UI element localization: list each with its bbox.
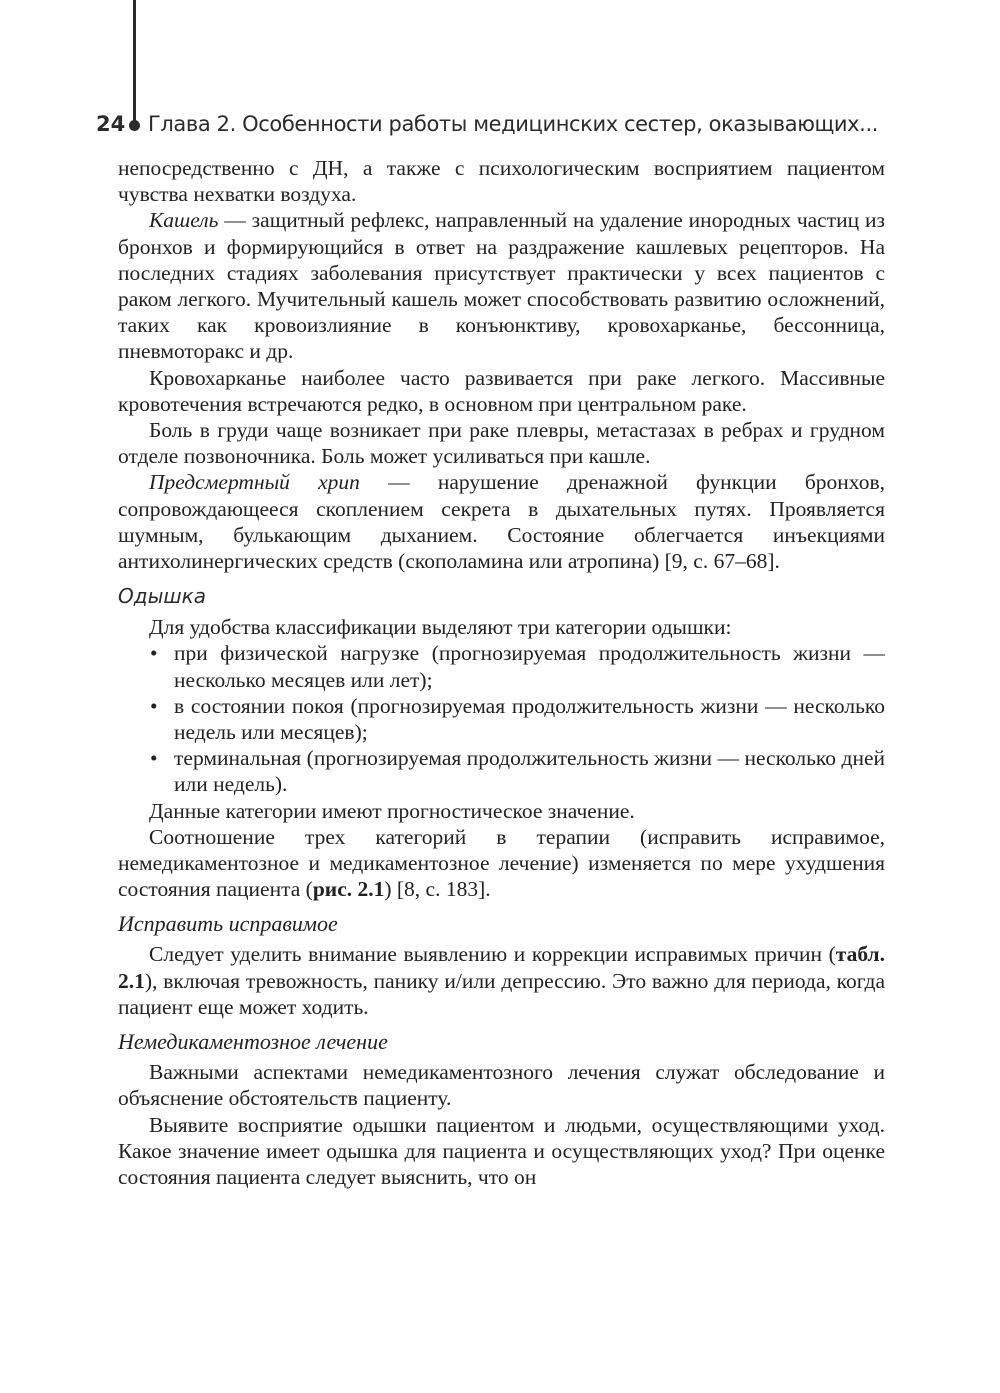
term-death-rattle: Предсмертный хрип	[149, 470, 360, 495]
paragraph-nondrug-aspects	[118, 1059, 885, 1111]
paragraph-text: Кровохарканье наиболее часто развивается при раке легкого. Массивные кровотечения встречаются редко, в основном при центральном раке.	[118, 365, 885, 416]
paragraph-chest-pain	[118, 417, 885, 469]
paragraph-text: Выявите восприятие одышки пациентом и людьми, осуществляющими уход. Какое значение имеет одышка для пациента и осуществляющих уход? При оценке состояния пациента следует выяснить, что он	[118, 1112, 885, 1189]
paragraph-text: Важными аспектами немедикаментозного лечения служат обследование и объяснение обстоятельств пациенту.	[118, 1060, 885, 1111]
table-reference-link[interactable]: табл. 2.1	[118, 942, 885, 993]
list-item	[150, 745, 885, 797]
paragraph-text: — защитный рефлекс, направленный на удаление инородных частиц из бронхов и формирующийся в ответ на раздражение кашлевых рецепторов. На последних стадиях заболевания присутствует практически у всех пациентов с раком легкого. Мучительный кашель может способствовать развитию осложнений, таких как кровоизлияние в конъюнктиву, кровохарканье, бессонница, пневмоторакс и др.	[118, 208, 885, 364]
paragraph-hemoptysis	[118, 365, 885, 417]
bullet-icon: •	[150, 641, 158, 666]
categories-list	[118, 640, 885, 797]
heading-dyspnea: Одышка	[118, 584, 206, 609]
figure-reference-link[interactable]: рис. 2.1	[312, 877, 385, 902]
paragraph-text: Следует уделить внимание выявлению и коррекции исправимых причин (	[149, 942, 836, 967]
heading-fix-fixable: Исправить исправимое	[118, 911, 338, 937]
list-item-text: терминальная (прогнозируемая продолжительность жизни — несколько дней или недель).	[174, 746, 885, 797]
paragraph-text: Данные категории имеют прогностическое значение.	[149, 798, 635, 823]
list-item	[150, 640, 885, 692]
paragraph-text: — нарушение дренажной функции бронхов, сопровождающееся скоплением секрета в дыхательных путях. Проявляется шумным, булькающим дыханием. Состояние облегчается инъекциями антихолинергических средств (скополамина или атропина) [9, с. 67–68].	[118, 470, 885, 574]
running-header	[96, 108, 896, 140]
paragraph-fixable-causes	[118, 941, 885, 1020]
paragraph-prognostic	[118, 798, 885, 824]
paragraph-perception	[118, 1112, 885, 1191]
paragraph-text: ) [8, с. 183].	[384, 877, 491, 902]
paragraph-death-rattle	[118, 469, 885, 574]
header-vertical-rule	[133, 0, 136, 124]
list-item-text: при физической нагрузке (прогнозируемая продолжительность жизни — несколько месяцев или лет);	[174, 641, 885, 692]
bullet-icon: •	[150, 693, 158, 718]
paragraph-text: Соотношение трех категорий в терапии (исправить исправимое, немедикаментозное и медикаментозное лечение) изменяется по мере ухудшения состояния пациента (	[118, 824, 885, 902]
paragraph-text: непосредственно с ДН, а также с психологическим восприятием пациентом чувства нехватки воздуха.	[118, 156, 885, 207]
paragraph-continuation	[118, 155, 885, 207]
paragraph-cough	[118, 207, 885, 364]
paragraph-text: ), включая тревожность, панику и/или депрессию. Это важно для периода, когда пациент еще может ходить.	[118, 968, 885, 1019]
term-cough: Кашель	[149, 208, 219, 233]
paragraph-ratio	[118, 824, 885, 903]
page-number: 24	[96, 112, 126, 136]
running-title: Глава 2. Особенности работы медицинских сестер, оказывающих...	[148, 112, 879, 136]
list-item	[150, 693, 885, 745]
paragraph-categories-intro	[118, 614, 885, 640]
paragraph-text: Для удобства классификации выделяют три категории одышки:	[149, 615, 732, 640]
list-item-text: в состоянии покоя (прогнозируемая продолжительность жизни — несколько недель или месяцев);	[174, 693, 885, 745]
bullet-icon: •	[150, 746, 158, 771]
heading-nondrug-treatment: Немедикаментозное лечение	[118, 1029, 388, 1055]
page-body	[118, 155, 885, 1190]
paragraph-text: Боль в груди чаще возникает при раке плевры, метастазах в ребрах и грудном отделе позвоночника. Боль может усиливаться при кашле.	[118, 418, 885, 469]
